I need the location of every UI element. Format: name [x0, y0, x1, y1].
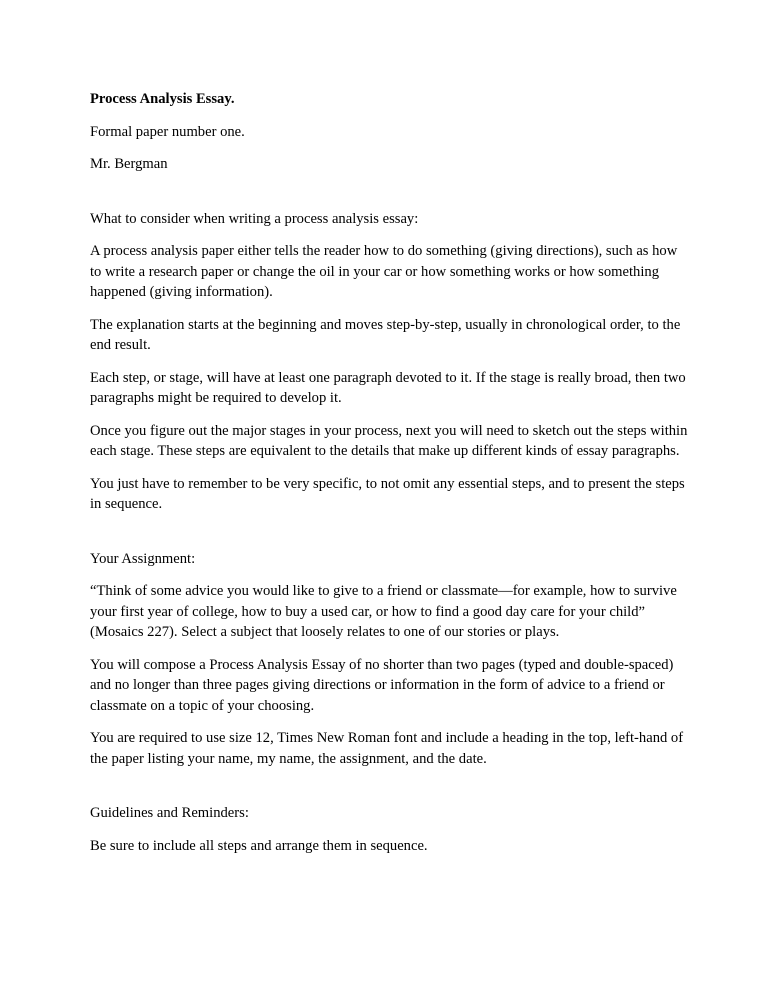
- paragraph: You are required to use size 12, Times New Roman font and include a heading in the top, left-hand of the paper listing your name, my name, the assignment, and the date.: [90, 730, 684, 767]
- paragraph: Be sure to include all steps and arrange them in sequence.: [90, 837, 428, 854]
- section-heading-assignment: Your Assignment:: [90, 550, 196, 567]
- instructor-name: Mr. Bergman: [90, 156, 168, 172]
- document-page: [90, 89, 690, 868]
- paragraph: You just have to remember to be very specific, to not omit any essential steps, and to present the steps in sequence.: [90, 475, 685, 512]
- paragraph: “Think of some advice you would like to give to a friend or classmate—for example, how to survive your first year of college, how to buy a used car, or how to find a good day care for your child” (Mosaics 227). Select a subject that loosely relates to one of our stories or plays.: [90, 583, 677, 640]
- section-heading-considerations: What to consider when writing a process analysis essay:: [90, 210, 419, 227]
- document-subtitle: Formal paper number one.: [90, 123, 245, 140]
- section-heading-guidelines: Guidelines and Reminders:: [90, 805, 249, 821]
- paragraph: You will compose a Process Analysis Essay of no shorter than two pages (typed and double-spaced) and no longer than three pages giving directions or information in the form of advice to a friend or classmate on a topic of your choosing.: [90, 656, 674, 714]
- paragraph: The explanation starts at the beginning and moves step-by-step, usually in chronological order, to the end result.: [90, 316, 681, 353]
- paragraph: Each step, or stage, will have at least one paragraph devoted to it. If the stage is really broad, then two paragraphs might be required to develop it.: [90, 369, 686, 406]
- document-title: Process Analysis Essay.: [90, 91, 235, 107]
- paragraph: Once you figure out the major stages in your process, next you will need to sketch out the steps within each stage. These steps are equivalent to the details that make up different kinds of essay paragraphs.: [90, 422, 688, 459]
- paragraph: A process analysis paper either tells the reader how to do something (giving directions), such as how to write a research paper or change the oil in your car or how something works or how something happened (giving information).: [90, 243, 678, 300]
